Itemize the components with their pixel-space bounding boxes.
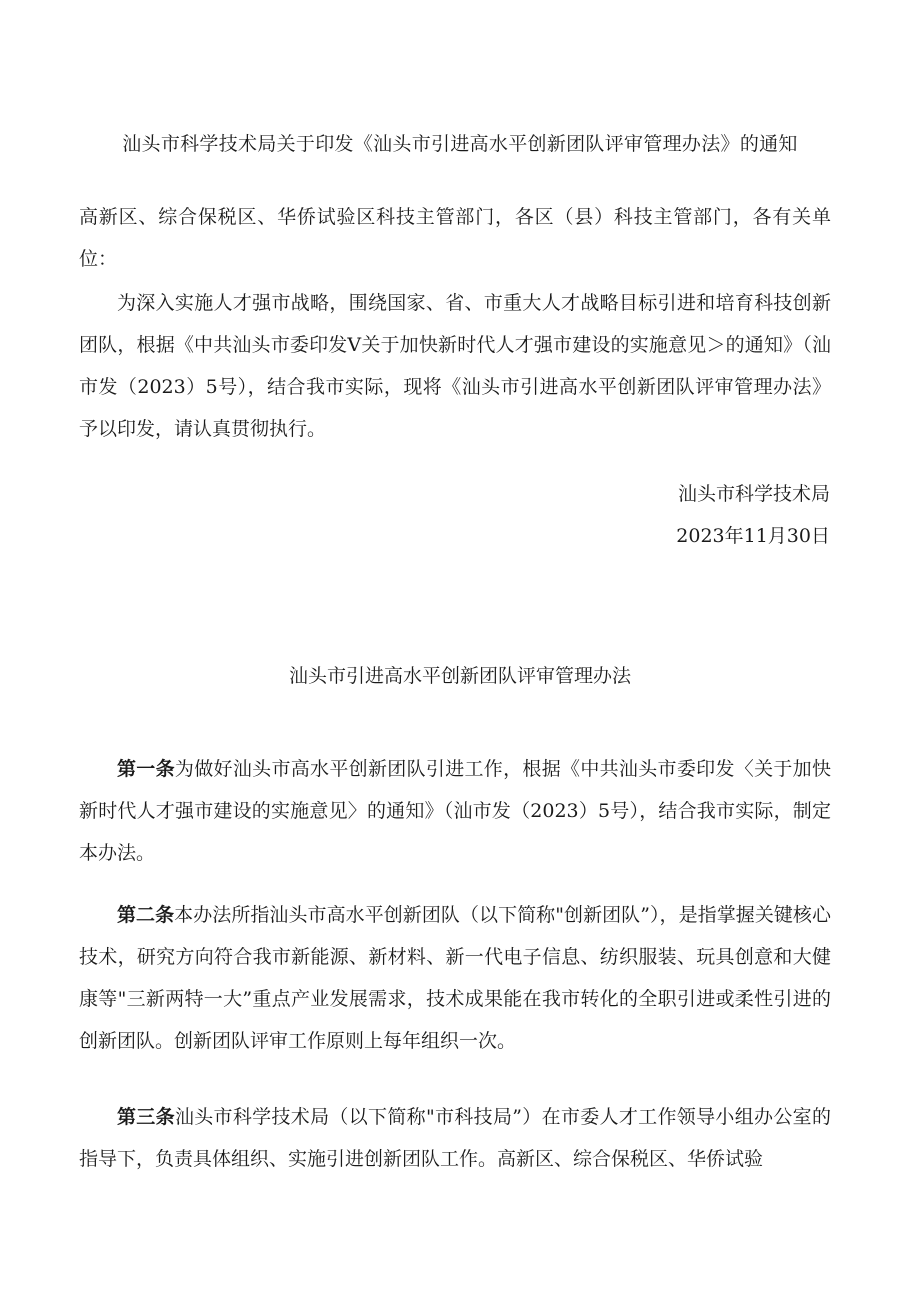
notice-recipient: 高新区、综合保税区、华侨试验区科技主管部门，各区（县）科技主管部门，各有关单位： — [79, 206, 831, 270]
article-3-text: 汕头市科学技术局（以下简称"市科技局”）在市委人才工作领导小组办公室的指导下，负责具体组织、实施引进创新团队工作。高新区、综合保税区、华侨试验 — [79, 1106, 831, 1170]
article-3-label: 第三条 — [117, 1106, 175, 1128]
article-2-text: 本办法所指汕头市高水平创新团队（以下简称"创新团队”），是指掌握关键核心技术，研究方向符合我市新能源、新材料、新一代电子信息、纺织服装、玩具创意和大健康等"三新两特一大”重点产业发展需求，技术成果能在我市转化的全职引进或柔性引进的创新团队。创新团队评审工作原则上每年组织一次。 — [79, 904, 831, 1052]
notice-title: 汕头市科学技术局关于印发《汕头市引进高水平创新团队评审管理办法》的通知 — [122, 133, 798, 155]
article-3 — [79, 1096, 831, 1180]
article-1-label: 第一条 — [117, 758, 175, 780]
article-2-label: 第二条 — [117, 904, 175, 926]
signature-date: 2023年11月30日 — [676, 525, 830, 547]
article-2 — [79, 894, 831, 1062]
signature-org: 汕头市科学技术局 — [677, 483, 830, 505]
notice-body: 为深入实施人才强市战略，围绕国家、省、市重大人才战略目标引进和培育科技创新团队，根据《中共汕头市委印发V关于加快新时代人才强市建设的实施意见＞的通知》（汕市发（2023）5号），结合我市实际，现将《汕头市引进高水平创新团队评审管理办法》予以印发，请认真贯彻执行。 — [79, 292, 831, 440]
article-1-text: 为做好汕头市高水平创新团队引进工作，根据《中共汕头市委印发〈关于加快新时代人才强市建设的实施意见〉的通知》（汕市发（2023）5号），结合我市实际，制定本办法。 — [79, 758, 831, 864]
regulation-title: 汕头市引进高水平创新团队评审管理办法 — [288, 665, 631, 687]
article-1 — [79, 748, 831, 874]
